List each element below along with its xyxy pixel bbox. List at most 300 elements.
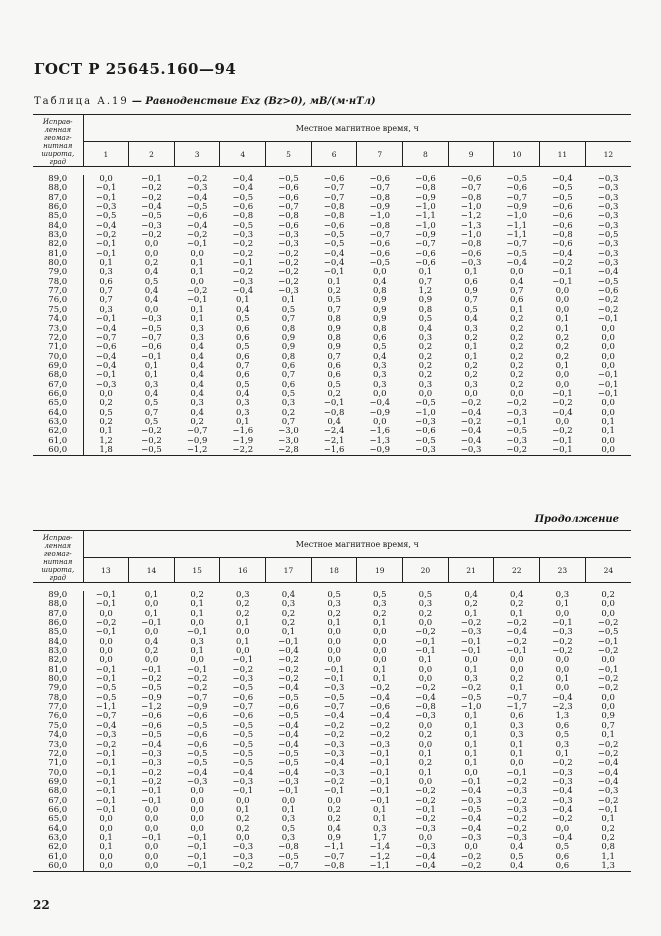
value-cell: −0,4 [141,202,162,213]
value-cell: −0,6 [460,248,482,259]
value-cell: −0,3 [506,407,528,418]
hour-column-header: 18 [311,558,357,583]
value-cell: −0,2 [232,248,254,259]
document-header: ГОСТ Р 25645.160—94 [34,60,237,78]
value-cell: −0,5 [129,446,175,456]
hour-column-header: 20 [403,558,449,583]
value-cell: −0,2 [552,758,573,769]
value-cell: 0,1 [190,258,204,269]
latitude-cell: 60,0 [33,862,83,872]
value-cell: 0,1 [373,814,387,825]
value-cell: −0,4 [278,739,299,750]
value-cell: 0,4 [190,370,204,381]
value-cell: −0,1 [141,786,162,797]
value-cell: −0,2 [448,862,494,872]
value-cell: 0,3 [327,599,341,610]
value-cell: −0,2 [552,814,573,825]
value-cell: 0,0 [555,379,570,390]
value-cell: 0,9 [281,332,296,343]
value-cell: −0,5 [552,192,573,203]
value-cell: −0,4 [141,739,162,750]
value-cell: −0,7 [278,202,299,213]
value-cell: 0,9 [327,832,341,843]
value-cell: −0,2 [141,674,162,685]
value-cell: 0,3 [373,360,387,371]
hour-column-header: 22 [494,558,540,583]
value-cell: −0,1 [186,295,208,306]
value-cell: −0,8 [232,211,254,222]
value-cell: −0,5 [95,692,117,703]
value-cell: 0,1 [99,258,113,269]
value-cell: 0,1 [509,748,524,759]
value-cell: 0,1 [373,664,387,675]
value-cell: −0,2 [278,267,299,278]
value-cell: −0,7 [506,692,528,703]
value-cell: 0,2 [144,646,159,657]
latitude-cell: 68,0 [33,371,83,380]
value-cell: −0,4 [186,192,208,203]
value-cell: 0,5 [99,407,113,418]
value-cell: −0,1 [597,388,619,399]
value-cell: −0,7 [323,851,345,862]
value-cell: 0,2 [601,832,615,843]
value-cell: 0,2 [509,314,524,325]
value-cell: −0,3 [597,211,619,222]
value-cell: −0,6 [141,711,162,722]
value-cell: −0,3 [597,183,619,194]
value-cell: 0,4 [144,286,159,297]
hour-column-header: 11 [540,142,586,167]
value-cell: 0,4 [190,407,204,418]
value-cell: 0,0 [99,636,113,647]
value-cell: −1,0 [415,220,436,231]
value-cell: 0,3 [418,332,433,343]
latitude-cell: 81,0 [33,250,83,259]
value-cell: −0,7 [323,192,345,203]
value-cell: −0,1 [141,618,162,629]
value-cell: 0,9 [373,304,387,315]
value-cell: −0,8 [552,230,573,241]
value-cell: −0,6 [415,174,436,184]
value-cell: −0,5 [552,183,573,194]
value-cell: 0,0 [373,267,387,278]
value-cell: −0,7 [95,711,117,722]
value-cell: −0,5 [232,720,254,731]
value-cell: −0,5 [232,683,254,694]
value-cell: 0,4 [236,388,250,399]
value-cell: −0,2 [369,683,391,694]
value-cell: −0,1 [552,276,573,287]
latitude-cell: 89,0 [33,591,83,600]
value-cell: 0,6 [464,276,478,287]
value-cell: 0,3 [509,720,524,731]
value-cell: 0,1 [555,748,570,759]
value-cell: 0,7 [99,286,113,297]
value-cell: −0,5 [278,711,299,722]
value-cell: 0,0 [144,804,159,815]
value-cell: 0,4 [190,360,204,371]
value-cell: −0,2 [220,862,266,872]
value-cell: −0,2 [323,730,345,741]
value-cell: 0,0 [601,608,615,619]
value-cell: −0,8 [415,702,436,713]
value-cell: 0,1 [464,739,478,750]
value-cell: −0,2 [415,683,436,694]
value-cell: 0,0 [373,636,387,647]
value-cell: 0,6 [281,379,296,390]
value-cell: −0,1 [506,416,528,427]
value-cell: −0,3 [232,776,254,787]
value-cell: 0,4 [327,823,341,834]
value-cell: −0,1 [540,446,586,456]
latitude-cell: 73,0 [33,325,83,334]
value-cell: 0,4 [509,276,524,287]
value-cell: 0,1 [601,814,615,825]
value-cell: −0,6 [506,183,528,194]
value-cell: −0,1 [460,646,482,657]
value-cell: −0,5 [232,192,254,203]
value-cell: −0,1 [95,758,117,769]
value-cell: −0,3 [323,767,345,778]
value-cell: −0,9 [415,192,436,203]
value-cell: −0,2 [552,646,573,657]
value-cell: −0,1 [186,842,208,853]
latitude-cell: 62,0 [33,843,83,852]
value-cell: −0,4 [369,711,391,722]
value-cell: −0,5 [460,692,482,703]
value-cell: −0,2 [369,720,391,731]
value-cell: −0,6 [278,183,299,194]
value-cell: −0,3 [597,192,619,203]
value-cell: −0,1 [460,636,482,647]
value-cell: 1,2 [99,435,113,446]
latitude-cell: 75,0 [33,306,83,315]
value-cell: 0,6 [540,862,586,872]
value-cell: −0,2 [552,636,573,647]
value-cell: 0,0 [555,823,570,834]
value-cell: −0,2 [460,416,482,427]
value-cell: 0,3 [464,323,478,334]
value-cell: −0,3 [95,202,117,213]
value-cell: −0,2 [460,618,482,629]
hour-column-header: 23 [540,558,586,583]
value-cell: −0,5 [95,211,117,222]
value-cell: −0,5 [369,258,391,269]
value-cell: −0,1 [506,646,528,657]
value-cell: −0,3 [506,435,528,446]
value-cell: −0,6 [597,286,619,297]
latitude-cell: 72,0 [33,750,83,759]
value-cell: −0,8 [311,862,357,872]
value-cell: 1,3 [585,862,631,872]
value-cell: −0,6 [415,426,436,437]
value-cell: 0,0 [555,416,570,427]
value-cell: −0,2 [460,398,482,409]
value-cell: −0,8 [323,202,345,213]
latitude-cell: 65,0 [33,399,83,408]
value-cell: −0,1 [95,664,117,675]
value-cell: −0,3 [597,258,619,269]
value-cell: 0,8 [373,286,387,297]
hour-column-header: 14 [129,558,175,583]
value-cell: 0,4 [494,862,540,872]
value-cell: 0,7 [509,286,524,297]
value-cell: −0,3 [95,379,117,390]
value-cell: 0,4 [509,590,524,600]
value-cell: 0,8 [327,314,341,325]
value-cell: −0,3 [506,804,528,815]
latitude-cell: 69,0 [33,778,83,787]
latitude-cell: 77,0 [33,703,83,712]
value-cell: −0,2 [415,786,436,797]
latitude-cell: 80,0 [33,259,83,268]
value-cell: −0,3 [186,183,208,194]
value-cell: 0,1 [464,267,478,278]
value-cell: −0,5 [323,230,345,241]
value-cell: −0,2 [552,426,573,437]
value-cell: 0,5 [236,314,250,325]
value-cell: −0,6 [552,239,573,250]
value-cell: 0,0 [190,248,204,259]
value-cell: 0,2 [190,416,204,427]
hour-column-header: 5 [266,142,312,167]
latitude-cell: 71,0 [33,343,83,352]
value-cell: 0,9 [373,314,387,325]
value-cell: 0,0 [327,795,341,806]
value-cell: 0,5 [327,379,341,390]
value-cell: 0,0 [99,823,113,834]
value-cell: −0,2 [186,683,208,694]
value-cell: −0,1 [95,183,117,194]
value-cell: −0,2 [506,776,528,787]
value-cell: −0,6 [415,258,436,269]
value-cell: −0,2 [186,230,208,241]
latitude-cell: 60,0 [33,446,83,456]
hour-column-header: 1 [83,142,129,167]
value-cell: 0,0 [509,664,524,675]
value-cell: −0,2 [597,739,619,750]
value-cell: 0,4 [190,388,204,399]
value-cell: −0,2 [415,795,436,806]
value-cell: 0,0 [509,758,524,769]
value-cell: −0,1 [95,627,117,638]
value-cell: 0,4 [373,351,387,362]
value-cell: 0,0 [585,446,631,456]
value-cell: −1,6 [369,426,391,437]
value-cell: 0,5 [555,730,570,741]
value-cell: 0,4 [144,267,159,278]
value-cell: −0,4 [95,720,117,731]
value-cell: 0,0 [601,342,615,353]
value-cell: −0,3 [460,627,482,638]
value-cell: −3,0 [278,435,299,446]
value-cell: 0,3 [281,814,296,825]
value-cell: −0,2 [141,435,162,446]
value-cell: −0,2 [186,674,208,685]
latitude-cell: 87,0 [33,194,83,203]
hour-column-header: 10 [494,142,540,167]
value-cell: −1,1 [506,220,528,231]
value-cell: 0,2 [190,590,204,600]
value-cell: 0,1 [509,683,524,694]
value-cell: 0,1 [99,832,113,843]
value-cell: −0,3 [552,776,573,787]
value-cell: −0,9 [357,446,403,456]
value-cell: −0,4 [552,174,573,184]
value-cell: −1,7 [506,702,528,713]
value-cell: 0,0 [144,814,159,825]
value-cell: 0,5 [327,295,341,306]
value-cell: 0,0 [236,795,250,806]
value-cell: 0,0 [99,814,113,825]
value-cell: −0,4 [232,767,254,778]
value-cell: −0,3 [597,202,619,213]
value-cell: 0,1 [464,748,478,759]
value-cell: −0,3 [278,286,299,297]
value-cell: −1,1 [415,211,436,222]
value-cell: −0,1 [552,388,573,399]
latitude-cell: 84,0 [33,222,83,231]
value-cell: 0,3 [418,599,433,610]
value-cell: −0,2 [597,674,619,685]
value-cell: 0,3 [509,730,524,741]
hour-column-header: 6 [311,142,357,167]
value-cell: 0,1 [281,804,296,815]
value-cell: −0,1 [506,767,528,778]
value-cell: −0,1 [278,786,299,797]
value-cell: 0,1 [327,618,341,629]
value-cell: −0,5 [278,748,299,759]
value-cell: −0,3 [232,842,254,853]
value-cell: 0,3 [236,590,250,600]
value-cell: −0,2 [552,258,573,269]
value-cell: −0,4 [95,360,117,371]
value-cell: −0,4 [278,646,299,657]
latitude-cell: 68,0 [33,787,83,796]
value-cell: 1,2 [418,286,433,297]
value-cell: −0,1 [323,786,345,797]
value-cell: −0,6 [141,720,162,731]
value-cell: −0,5 [506,426,528,437]
value-cell: 0,2 [281,618,296,629]
value-cell: −0,5 [415,435,436,446]
value-cell: 0,2 [99,416,113,427]
value-cell: −0,6 [186,711,208,722]
value-cell: −0,5 [141,730,162,741]
latitude-cell: 61,0 [33,437,83,446]
value-cell: −0,1 [232,258,254,269]
hour-column-header: 17 [266,558,312,583]
value-cell: −0,8 [323,407,345,418]
value-cell: −0,1 [95,776,117,787]
value-cell: 0,3 [373,599,387,610]
value-cell: −0,2 [597,646,619,657]
value-cell: 0,1 [555,674,570,685]
latitude-cell: 84,0 [33,638,83,647]
value-cell: −0,1 [95,786,117,797]
value-cell: −0,4 [95,323,117,334]
value-cell: 0,2 [509,599,524,610]
value-cell: 0,1 [418,767,433,778]
value-cell: −0,7 [266,862,312,872]
value-cell: −0,4 [552,804,573,815]
value-cell: −0,2 [141,767,162,778]
value-cell: 0,0 [418,832,433,843]
value-cell: −2,1 [323,435,345,446]
value-cell: −0,5 [186,720,208,731]
value-cell: −0,1 [597,804,619,815]
value-cell: 0,2 [464,599,478,610]
hour-column-header: 2 [129,142,175,167]
value-cell: 0,2 [236,823,250,834]
latitude-cell: 85,0 [33,212,83,221]
value-cell: 0,7 [144,407,159,418]
value-cell: 0,0 [144,248,159,259]
value-cell: −0,8 [369,220,391,231]
value-cell: 0,3 [144,379,159,390]
value-cell: −0,1 [323,674,345,685]
value-cell: 0,7 [281,416,296,427]
value-cell: 0,4 [418,323,433,334]
latitude-column-header: Исправ-ленная геомаг-нитная широта, град [33,115,83,167]
value-cell: 0,3 [236,398,250,409]
value-cell: 0,4 [327,416,341,427]
value-cell: −0,6 [186,739,208,750]
value-cell: −0,1 [597,636,619,647]
value-cell: −0,7 [415,239,436,250]
value-cell: 0,5 [144,416,159,427]
latitude-cell: 87,0 [33,610,83,619]
value-cell: −0,6 [232,202,254,213]
value-cell: 0,1 [464,730,478,741]
value-cell: −0,1 [95,590,117,600]
latitude-cell: 67,0 [33,381,83,390]
value-cell: 0,9 [327,342,341,353]
value-cell: −1,3 [369,435,391,446]
value-cell: −0,4 [323,758,345,769]
data-table-hours-13-24 [33,530,631,872]
value-cell: −0,6 [552,202,573,213]
value-cell: −0,1 [323,398,345,409]
value-cell: −0,2 [278,258,299,269]
value-cell: 0,1 [190,608,204,619]
hour-column-header: 24 [585,558,631,583]
value-cell: −0,5 [232,730,254,741]
value-cell: −0,9 [141,692,162,703]
value-cell: 0,2 [144,258,159,269]
value-cell: −0,4 [403,862,449,872]
value-cell: −0,6 [415,248,436,259]
value-cell: −0,1 [369,786,391,797]
value-cell: 0,1 [464,608,478,619]
value-cell: 0,5 [373,590,387,600]
value-cell: 0,0 [99,655,113,666]
value-cell: −0,4 [278,730,299,741]
value-cell: −0,4 [552,248,573,259]
value-cell: −0,3 [552,627,573,638]
value-cell: −0,4 [232,286,254,297]
value-cell: −0,4 [369,398,391,409]
latitude-cell: 85,0 [33,628,83,637]
value-cell: −0,7 [232,702,254,713]
value-cell: −0,4 [369,692,391,703]
value-cell: 0,0 [601,398,615,409]
value-cell: 0,1 [190,304,204,315]
value-cell: −0,4 [95,351,117,362]
value-cell: 0,8 [601,842,615,853]
value-cell: −0,1 [186,832,208,843]
value-cell: 0,0 [327,646,341,657]
